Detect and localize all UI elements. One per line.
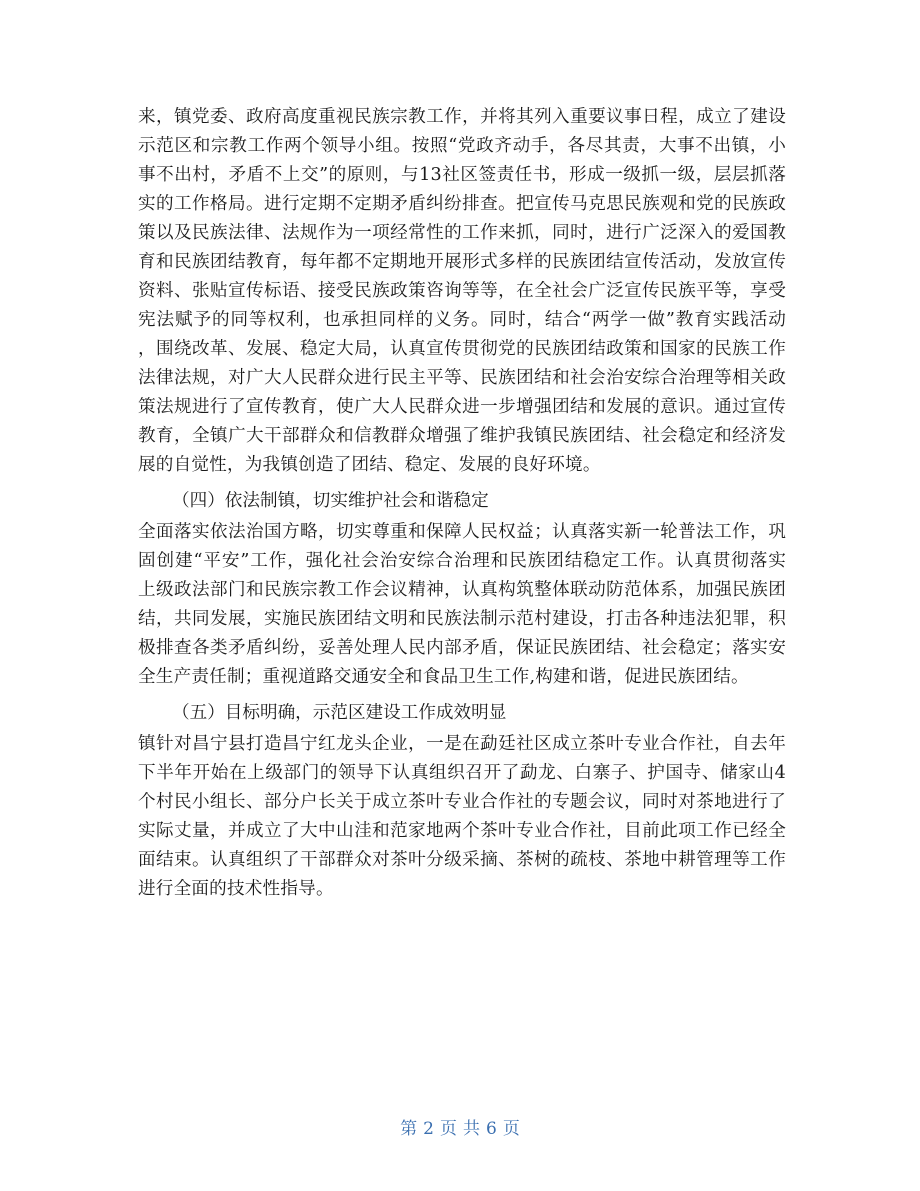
text-line: 资料、张贴宣传标语、接受民族政策咨询等等，在全社会广泛宣传民族平等，享受 bbox=[138, 281, 786, 301]
text-line: 法律法规，对广大人民群众进行民主平等、民族团结和社会治安综合治理等相关政 bbox=[138, 368, 786, 388]
document-body bbox=[138, 103, 786, 904]
footer-page-word: 页 bbox=[440, 1119, 457, 1139]
section-heading-5: （五）目标明确，示范区建设工作成效明显 bbox=[172, 703, 507, 723]
text-line: 育和民族团结教育，每年都不定期地开展形式多样的民族团结宣传活动，发放宣传 bbox=[138, 252, 786, 272]
text-line: 面结束。认真组织了干部群众对茶叶分级采摘、茶树的疏枝、茶地中耕管理等工作 bbox=[138, 850, 786, 870]
text-line: 上级政法部门和民族宗教工作会议精神，认真构筑整体联动防范体系，加强民族团 bbox=[138, 580, 786, 600]
text-line: 示范区和宗教工作两个领导小组。按照“党政齐动手，各尽其责，大事不出镇，小 bbox=[138, 136, 786, 156]
paragraph-2 bbox=[138, 518, 786, 692]
paragraph-1 bbox=[138, 103, 786, 480]
text-line: 策以及民族法律、法规作为一项经常性的工作来抓，同时，进行广泛深入的爱国教 bbox=[138, 223, 786, 243]
text-line: 事不出村，矛盾不上交”的原则，与13社区签责任书，形成一级抓一级，层层抓落 bbox=[138, 165, 786, 185]
section-heading-4: （四）依法制镇，切实维护社会和谐稳定 bbox=[172, 491, 489, 511]
page-footer bbox=[0, 1114, 920, 1139]
footer-total-word: 共 bbox=[463, 1119, 480, 1139]
text-line: 宪法赋予的同等权利，也承担同样的义务。同时，结合“两学一做”教育实践活动 bbox=[138, 310, 786, 330]
text-line: 全面落实依法治国方略，切实尊重和保障人民权益；认真落实新一轮普法工作，巩 bbox=[138, 522, 786, 542]
text-line: ，围绕改革、发展、稳定大局，认真宣传贯彻党的民族团结政策和国家的民族工作 bbox=[138, 339, 786, 359]
text-line: 实际丈量，并成立了大中山洼和范家地两个茶叶专业合作社，目前此项工作已经全 bbox=[138, 821, 786, 841]
footer-suffix: 页 bbox=[502, 1119, 520, 1139]
total-page-number: 6 bbox=[486, 1119, 497, 1139]
text-line: 实的工作格局。进行定期不定期矛盾纠纷排查。把宣传马克思民族观和党的民族政 bbox=[138, 194, 786, 214]
text-line: 固创建“平安”工作，强化社会治安综合治理和民族团结稳定工作。认真贯彻落实 bbox=[138, 551, 786, 571]
text-line: 下半年开始在上级部门的领导下认真组织召开了勐龙、白寨子、护国寺、储家山4 bbox=[138, 763, 786, 783]
text-line: 教育，全镇广大干部群众和信教群众增强了维护我镇民族团结、社会稳定和经济发 bbox=[138, 426, 786, 446]
text-line: 展的自觉性，为我镇创造了团结、稳定、发展的良好环境。 bbox=[138, 455, 601, 475]
text-line: 进行全面的技术性指导。 bbox=[138, 879, 334, 899]
paragraph-3 bbox=[138, 730, 786, 904]
text-line: 来，镇党委、政府高度重视民族宗教工作，并将其列入重要议事日程，成立了建设 bbox=[138, 107, 786, 127]
text-line: 全生产责任制；重视道路交通安全和食品卫生工作,构建和谐，促进民族团结。 bbox=[138, 667, 749, 687]
text-line: 个村民小组长、部分户长关于成立茶叶专业合作社的专题会议，同时对茶地进行了 bbox=[138, 792, 786, 812]
footer-prefix: 第 bbox=[400, 1119, 418, 1139]
current-page-number: 2 bbox=[423, 1119, 434, 1139]
text-line: 极排查各类矛盾纠纷，妥善处理人民内部矛盾，保证民族团结、社会稳定；落实安 bbox=[138, 638, 786, 658]
text-line: 结，共同发展，实施民族团结文明和民族法制示范村建设，打击各种违法犯罪，积 bbox=[138, 609, 786, 629]
text-line: 镇针对昌宁县打造昌宁红龙头企业，一是在勐廷社区成立茶叶专业合作社，自去年 bbox=[138, 734, 786, 754]
text-line: 策法规进行了宣传教育，使广大人民群众进一步增强团结和发展的意识。通过宣传 bbox=[138, 397, 786, 417]
